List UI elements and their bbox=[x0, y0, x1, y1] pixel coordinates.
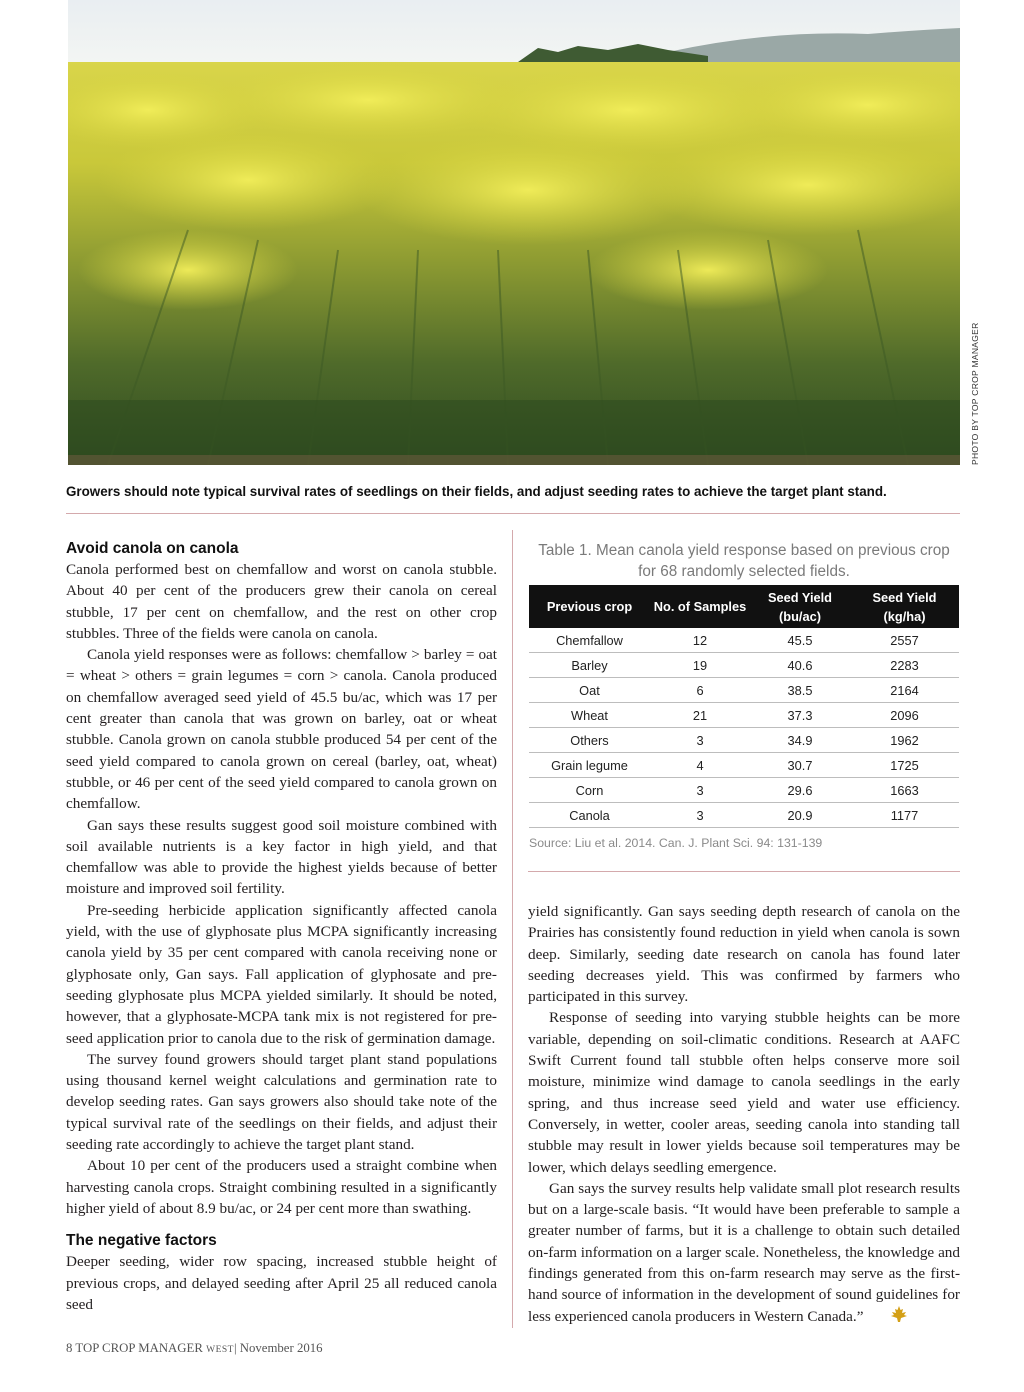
table-cell: 21 bbox=[650, 703, 750, 728]
table-cell: 3 bbox=[650, 728, 750, 753]
section-heading-avoid-canola: Avoid canola on canola bbox=[66, 540, 239, 557]
column-divider bbox=[512, 530, 513, 1328]
photo-credit: PHOTO BY TOP CROP MANAGER bbox=[970, 322, 980, 465]
column-header: No. of Samples bbox=[650, 585, 750, 628]
table-cell: 38.5 bbox=[750, 678, 850, 703]
table-cell: 2283 bbox=[850, 653, 959, 678]
issue-date: November 2016 bbox=[239, 1341, 323, 1355]
table-title: Table 1. Mean canola yield response based on previous crop for 68 randomly selected fields. bbox=[538, 542, 950, 580]
table-cell: Grain legume bbox=[529, 753, 650, 778]
photo-caption: Growers should note typical survival rates of seedlings on their fields, and adjust seeding rates to achieve the target plant stand. bbox=[66, 484, 887, 499]
table-cell: 2164 bbox=[850, 678, 959, 703]
table-cell: 1177 bbox=[850, 803, 959, 828]
paragraph: Pre-seeding herbicide application significantly affected canola yield, with the use of glyphosate plus MCPA significantly increasing canola yield by 35 per cent compared with canola receiving none or glyphosate only, Gan says. Fall application of glyphosate and pre-seeding glyphosate plus MCPA yielded similarly. It should be noted, however, that a glyphosate-MCPA tank mix is not registered for pre-seed application prior to canola due to the risk of germination damage. bbox=[66, 901, 497, 1047]
column-header: Seed Yield (bu/ac) bbox=[750, 585, 850, 628]
table-row bbox=[529, 678, 959, 703]
paragraph: About 10 per cent of the producers used a straight combine when harvesting canola crops. Straight combining resulted in a significantly higher yield of about 8.9 bu/ac, or 24 per cent more than swathing. bbox=[66, 1157, 497, 1217]
table-cell: 20.9 bbox=[750, 803, 850, 828]
paragraph: Response of seeding into varying stubble heights can be more variable, depending on soil-climatic conditions. Research at AAFC Swift Current found tall stubble often helps conserve more soil moisture, minimize wind damage to canola seedlings in the early spring, and thus increase seed yield and water use efficiency. Conversely, in wetter, cooler areas, seeding canola into standing tall stubble may result in lower yields because soil temperatures may be lower, which delays seedling emergence. bbox=[528, 1009, 960, 1176]
table-cell: 19 bbox=[650, 653, 750, 678]
footer-separator: | bbox=[233, 1341, 237, 1355]
table-cell: 40.6 bbox=[750, 653, 850, 678]
table-cell: 6 bbox=[650, 678, 750, 703]
table-cell: 4 bbox=[650, 753, 750, 778]
column-header: Previous crop bbox=[529, 585, 650, 628]
table-row bbox=[529, 803, 959, 828]
paragraph: Canola performed best on chemfallow and worst on canola stubble. About 40 per cent of the producers grew their canola on cereal stubble, 17 per cent on chemfallow, and the rest on other crop stubbles. Three of the fields were canola on canola. bbox=[66, 561, 497, 642]
table-cell: 3 bbox=[650, 803, 750, 828]
table-cell: Others bbox=[529, 728, 650, 753]
paragraph: Canola yield responses were as follows: chemfallow > barley = oat = wheat > others = grain legumes = corn > canola. Canola produced on chemfallow averaged seed yield of 45.5 bu/ac, which was 17 per cent greater than canola that was grown on barley, oat or wheat stubble. Canola grown on canola stubble produced 54 per cent of the seed yield compared to canola grown on cereal (barley, oat, wheat) stubble, or 46 per cent of the seed yield compared to canola grown on chemfallow. bbox=[66, 646, 497, 813]
yield-table bbox=[529, 585, 959, 828]
table-row bbox=[529, 703, 959, 728]
table-cell: Wheat bbox=[529, 703, 650, 728]
paragraph: Gan says these results suggest good soil moisture combined with soil available nutrients is a key factor in high yield, and that chemfallow was able to provide the highest yields because of better moisture and improved soil fertility. bbox=[66, 816, 497, 898]
paragraph bbox=[528, 1178, 960, 1328]
table-row bbox=[529, 753, 959, 778]
table-cell: 1663 bbox=[850, 778, 959, 803]
caption-divider bbox=[66, 513, 960, 514]
paragraph: The survey found growers should target plant stand populations using thousand kernel weight calculations and germination rate to develop seeding rates. Gan says growers also should take note of the typical survival rate of the seedlings on their fields, and adjust their seeding rate accordingly to achieve the target plant stand. bbox=[66, 1050, 497, 1154]
table-cell: 2096 bbox=[850, 703, 959, 728]
table-row bbox=[529, 778, 959, 803]
table-cell: 37.3 bbox=[750, 703, 850, 728]
paragraph-text: Gan says the survey results help validate small plot research results but on a large-scale basis. “It would have been preferable to sample a greater number of farms, but it is a challenge to obtain such detailed on-farm information on a larger scale. Nonetheless, the knowledge and findings generated from this on-farm research may serve as the first-hand source of information in the development of sound guidelines for less experienced canola producers in Western Canada.” bbox=[528, 1179, 960, 1325]
table-cell: 30.7 bbox=[750, 753, 850, 778]
magazine-name: TOP CROP MANAGER bbox=[75, 1341, 203, 1355]
page-number: 8 bbox=[66, 1341, 73, 1355]
left-column bbox=[66, 538, 497, 1315]
table-cell: 12 bbox=[650, 628, 750, 653]
page-footer bbox=[66, 1341, 323, 1356]
table-row bbox=[529, 628, 959, 653]
table-cell: 29.6 bbox=[750, 778, 850, 803]
table-cell: Corn bbox=[529, 778, 650, 803]
table-cell: Canola bbox=[529, 803, 650, 828]
table-cell: 3 bbox=[650, 778, 750, 803]
table-source: Source: Liu et al. 2014. Can. J. Plant Sci. 94: 131-139 bbox=[529, 836, 823, 850]
table-cell: 45.5 bbox=[750, 628, 850, 653]
section-heading-negative-factors: The negative factors bbox=[66, 1232, 217, 1250]
table-header-row bbox=[529, 585, 959, 628]
right-column bbox=[528, 901, 960, 1328]
table-cell: 2557 bbox=[850, 628, 959, 653]
table-row bbox=[529, 728, 959, 753]
table-cell: 1962 bbox=[850, 728, 959, 753]
paragraph: Deeper seeding, wider row spacing, increased stubble height of previous crops, and delayed seeding after April 25 all reduced canola seed bbox=[66, 1253, 497, 1313]
paragraph: yield significantly. Gan says seeding depth research of canola on the Prairies has consistently found reduction in yield when canola is sown deep. Similarly, seeding date research on canola has found later seeding decreases yield. This was confirmed by farmers who participated in this survey. bbox=[528, 903, 960, 1006]
magazine-edition: WEST bbox=[206, 1345, 234, 1355]
canola-field-photo bbox=[68, 0, 960, 465]
table-divider bbox=[528, 871, 960, 872]
table-cell: Oat bbox=[529, 678, 650, 703]
table-row bbox=[529, 653, 959, 678]
table-cell: Chemfallow bbox=[529, 628, 650, 653]
table-cell: 34.9 bbox=[750, 728, 850, 753]
table-cell: 1725 bbox=[850, 753, 959, 778]
table-cell: Barley bbox=[529, 653, 650, 678]
column-header: Seed Yield (kg/ha) bbox=[850, 585, 959, 628]
maple-leaf-icon bbox=[869, 1306, 908, 1328]
